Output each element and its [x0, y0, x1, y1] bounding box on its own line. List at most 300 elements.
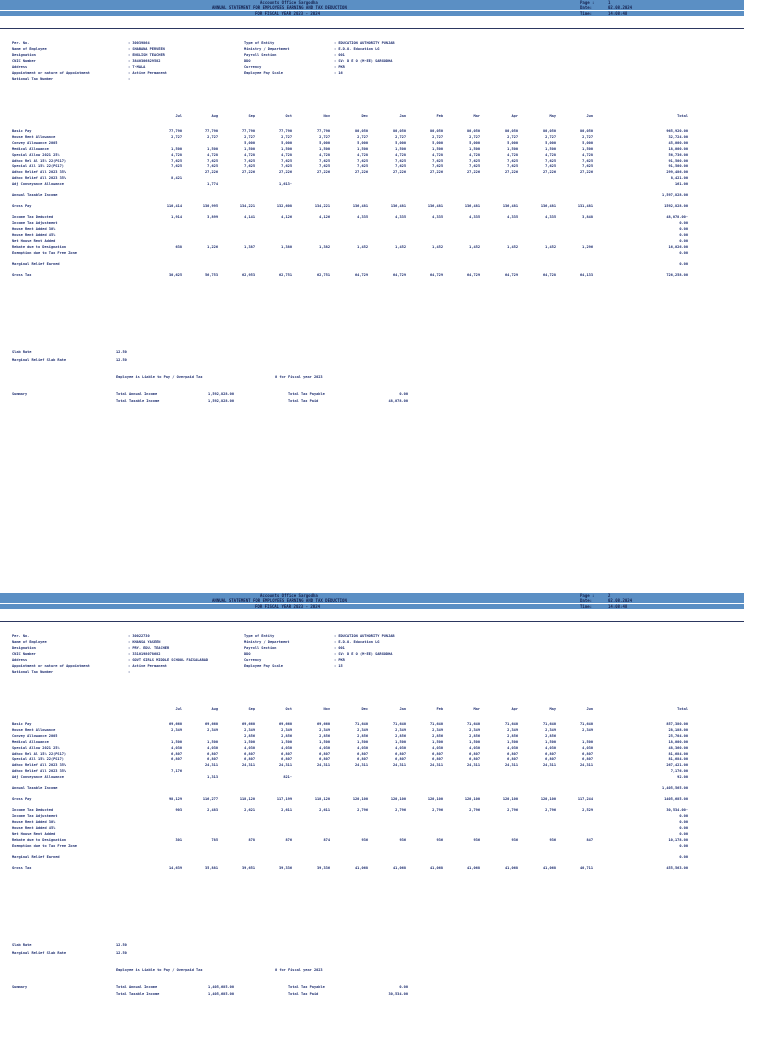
cell-value: 35,881: [205, 866, 218, 870]
cell-value: 1,500: [582, 146, 593, 151]
cell-value: 69,660: [279, 722, 292, 726]
cell-value: 2,856: [357, 733, 368, 738]
cell-value: 4,335: [432, 215, 443, 220]
date-value: 02.08.2024: [608, 598, 633, 603]
cell-value: 2,483: [207, 808, 218, 813]
cell-value: 56,753: [205, 273, 218, 277]
cell-value: 4,728: [171, 152, 182, 157]
info-label: CNIC Number: [12, 652, 36, 656]
header-band: [0, 598, 744, 603]
cell-value: 2,349: [432, 727, 443, 732]
cell-value: 6,807: [207, 751, 218, 756]
info-value: : ENGLISH TEACHER: [128, 53, 165, 57]
cell-value: 24,311: [279, 763, 292, 768]
row-label: Adhoc Rel Al 15% 22(PS17): [12, 158, 67, 163]
info-value: : 30022730: [128, 634, 150, 638]
row-label: Income Tax Deducted: [12, 215, 54, 220]
cell-value: 8,421: [171, 176, 182, 181]
cell-value: 2,727: [357, 134, 368, 139]
cell-value: 0.00: [679, 233, 688, 238]
cell-value: 4,728: [432, 152, 443, 157]
cell-value: 6,807: [432, 751, 443, 756]
cell-value: 7,625: [281, 158, 292, 163]
cell-value: 7,625: [395, 164, 406, 169]
cell-value: 1,296: [582, 244, 593, 249]
info-value: : SV: D E O (M-EE) SARGODHA: [334, 59, 393, 63]
cell-value: 6,807: [545, 757, 556, 762]
summary-label: Summary: [12, 392, 28, 396]
month-header: Feb: [436, 114, 443, 118]
cell-value: 4,728: [319, 152, 330, 157]
row-label: Net House Rent Added: [12, 239, 56, 243]
cell-value: 41,068: [505, 866, 518, 870]
cell-value: 2,727: [207, 134, 218, 139]
cell-value: 1,500: [319, 739, 330, 744]
cell-value: 14,639: [169, 866, 182, 870]
marginal-slab-label: Marginal Relief Slab Rate: [12, 951, 67, 955]
cell-value: 2,349: [395, 727, 406, 732]
header-band: [0, 11, 744, 16]
cell-value: 134,221: [239, 204, 255, 209]
cell-value: 6,807: [582, 757, 593, 762]
cell-value: 117,244: [577, 797, 593, 802]
info-value: : 30039864: [128, 41, 150, 45]
cell-value: 27,226: [205, 170, 218, 175]
cell-value: 2,727: [507, 134, 518, 139]
time-label: Time:: [580, 11, 593, 16]
info-label: Currency: [244, 658, 262, 662]
cell-value: 0.00: [679, 854, 688, 859]
month-header: Jan: [399, 707, 406, 711]
cell-value: 64,729: [393, 273, 406, 277]
cell-value: 4,030: [469, 745, 480, 750]
cell-value: 80,050: [467, 129, 480, 133]
statement-page: [0, 593, 768, 1045]
cell-value: 2,856: [395, 733, 406, 738]
month-header: Jul: [175, 707, 182, 711]
cell-value: 71,640: [543, 722, 556, 726]
cell-value: 62,751: [279, 273, 292, 277]
info-label: CNIC Number: [12, 59, 36, 63]
month-header: Feb: [436, 707, 443, 711]
statement-title: ANNUAL STATEMENT FOR EMPLOYEES EARNING AND TAX DEDUCTION: [212, 5, 347, 10]
month-header: May: [549, 707, 556, 711]
cell-value: 1,500: [357, 739, 368, 744]
header-rule: [0, 28, 744, 29]
info-label: Name of Employee: [12, 47, 47, 51]
cell-value: 1,500: [207, 146, 218, 151]
cell-value: 24,311: [355, 763, 368, 768]
cell-value: 4,335: [507, 215, 518, 220]
info-value: : PRY. EDU. TEACHER: [128, 646, 170, 650]
cell-value: 71,640: [355, 722, 368, 726]
cell-value: 2,727: [281, 134, 292, 139]
cell-value: 71,640: [393, 722, 406, 726]
row-label: Convey Allowance 2005: [12, 733, 58, 738]
cell-value: 41,068: [430, 866, 443, 870]
row-label: Gross Tax: [12, 273, 32, 277]
cell-value: 71,640: [505, 722, 518, 726]
cell-value: 936: [436, 837, 443, 842]
month-header: Total: [677, 707, 688, 711]
info-label: Ministry / Department: [244, 640, 290, 644]
cell-value: 7,625: [319, 158, 330, 163]
info-label: Type of Entity: [244, 634, 275, 638]
month-header: Jun: [586, 114, 593, 118]
cell-value: 2,349: [281, 727, 292, 732]
cell-value: 6,807: [507, 757, 518, 762]
row-label: Rebate due to Designation: [12, 244, 67, 249]
row-label: Marginal Relief Earned: [12, 854, 60, 859]
cell-value: 64,728: [543, 273, 556, 277]
month-header: Sep: [248, 114, 255, 118]
cell-value: 5,000: [281, 140, 292, 145]
cell-value: 903: [175, 808, 182, 813]
marginal-slab: 12.50: [116, 951, 127, 955]
cell-value: 2,349: [582, 727, 593, 732]
row-label: Basic Pay: [12, 129, 32, 133]
cell-value: 120,100: [352, 797, 368, 802]
month-header: Nov: [323, 114, 330, 118]
cell-value: 2,349: [319, 727, 330, 732]
info-label: Type of Entity: [244, 41, 275, 45]
info-value: : EDUCATION AUTHORITY PUNJAB: [334, 634, 395, 638]
cell-value: 45,000.00: [668, 140, 688, 145]
cell-value: 27,226: [505, 170, 518, 175]
cell-value: 936: [549, 837, 556, 842]
cell-value: 6,807: [432, 757, 443, 762]
cell-value: 120,100: [540, 797, 556, 802]
cell-value: 2,856: [244, 733, 255, 738]
cell-value: 1,500: [281, 739, 292, 744]
info-label: Currency: [244, 65, 262, 69]
row-label: Adhoc Relief All 2023 35%: [12, 176, 67, 181]
cell-value: 92.00: [677, 775, 688, 780]
row-label: Adj Conveyance Allowance: [12, 775, 64, 780]
cell-value: 7,625: [507, 158, 518, 163]
cell-value: 69,660: [317, 722, 330, 726]
tax-paid: 30,534.00: [388, 992, 408, 996]
cell-value: 965,920.00: [666, 129, 688, 133]
row-label: Special Allow 2021 25%: [12, 152, 60, 157]
header-rule: [0, 621, 744, 622]
cell-value: 6,807: [507, 751, 518, 756]
cell-value: 1,452: [432, 244, 443, 249]
cell-value: 2,349: [507, 727, 518, 732]
info-value: : PKR: [334, 65, 345, 69]
cell-value: 6,807: [207, 757, 218, 762]
row-label: Income Tax Adjustment: [12, 221, 58, 226]
cell-value: 80,050: [355, 129, 368, 133]
cell-value: 1,452: [357, 244, 368, 249]
header-band: [0, 604, 744, 609]
cell-value: 857,380.00: [666, 722, 688, 726]
info-value: : Active Permanent: [128, 664, 167, 668]
cell-value: 2,856: [545, 733, 556, 738]
date-value: 02.08.2024: [608, 5, 633, 10]
cell-value: 4,728: [582, 152, 593, 157]
cell-value: 936: [473, 837, 480, 842]
cell-value: 0.00: [679, 820, 688, 825]
cell-value: 726,258.00: [666, 273, 688, 277]
cell-value: 64,729: [430, 273, 443, 277]
cell-value: 1,500: [395, 739, 406, 744]
cell-value: 2,349: [469, 727, 480, 732]
cell-value: 64,729: [505, 273, 518, 277]
cell-value: 1,382: [319, 244, 330, 249]
row-label: Marginal Relief Earned: [12, 261, 60, 266]
cell-value: 1,597,828.00: [662, 193, 688, 198]
cell-value: 25,704.00: [668, 733, 688, 738]
info-label: Payroll Section: [244, 646, 277, 650]
cell-value: 4,030: [244, 745, 255, 750]
row-label: Adj Conveyance Allowance: [12, 182, 64, 187]
statement-page: [0, 0, 768, 452]
cell-value: 18,000.00: [668, 739, 688, 744]
cell-value: 2,349: [357, 727, 368, 732]
cell-value: 6,807: [469, 751, 480, 756]
page-number: 1: [608, 0, 611, 5]
cell-value: 5,000: [545, 140, 556, 145]
cell-value: 2,856: [281, 733, 292, 738]
time-label: Time:: [580, 604, 593, 609]
cell-value: 4,030: [171, 745, 182, 750]
cell-value: 1,500: [319, 146, 330, 151]
info-value: : E.D.O. Education LG: [334, 640, 380, 644]
cell-value: 6,807: [244, 751, 255, 756]
cell-value: 118,120: [314, 797, 330, 802]
cell-value: 136,481: [390, 204, 406, 209]
info-label: Payroll Section: [244, 53, 277, 57]
cell-value: 1,500: [357, 146, 368, 151]
cell-value: 4,030: [357, 745, 368, 750]
summary-label: Summary: [12, 985, 28, 989]
cell-value: 2,856: [319, 733, 330, 738]
cell-value: 878: [248, 837, 255, 842]
row-label: Basic Pay: [12, 722, 32, 726]
info-value: : EDUCATION AUTHORITY PUNJAB: [334, 41, 395, 45]
month-header: May: [549, 114, 556, 118]
cell-value: 136,481: [540, 204, 556, 209]
cell-value: 6,807: [244, 757, 255, 762]
date-label: Date:: [580, 5, 593, 10]
cell-value: 7,625: [281, 164, 292, 169]
cell-value: 0.00: [679, 826, 688, 831]
cell-value: 24,311: [543, 763, 556, 768]
cell-value: 7,625: [469, 158, 480, 163]
tax-paid-label: Total Tax Paid: [288, 992, 319, 996]
cell-value: 62,953: [242, 273, 255, 277]
cell-value: 2,727: [244, 134, 255, 139]
cell-value: 4,728: [281, 152, 292, 157]
cell-value: 4,728: [207, 152, 218, 157]
cell-value: 7,625: [582, 158, 593, 163]
cell-value: 2,796: [545, 808, 556, 813]
cell-value: 299,486.00: [666, 170, 688, 175]
date-label: Date:: [580, 598, 593, 603]
cell-value: 77,790: [169, 129, 182, 133]
info-label: National Tax Number: [12, 77, 54, 81]
cell-value: 2,856: [507, 733, 518, 738]
cell-value: 110,414: [166, 204, 182, 209]
month-header: Aug: [211, 114, 218, 118]
cell-value: 821-: [283, 775, 292, 780]
cell-value: 132,608: [276, 204, 292, 209]
cell-value: 1,452: [545, 244, 556, 249]
cell-value: 2,621: [244, 808, 255, 813]
info-value: : 001: [334, 53, 345, 57]
cell-value: 5,000: [582, 140, 593, 145]
info-value: : T-MALA: [128, 65, 146, 69]
cell-value: 6,807: [357, 757, 368, 762]
cell-value: 5,000: [357, 140, 368, 145]
cell-value: 2,796: [395, 808, 406, 813]
cell-value: 0.00: [679, 227, 688, 232]
page-number: 2: [608, 593, 611, 598]
cell-value: 6,807: [319, 751, 330, 756]
cell-value: 936: [511, 837, 518, 842]
cell-value: 2,727: [319, 134, 330, 139]
cell-value: 7,625: [357, 164, 368, 169]
cell-value: 7,625: [207, 158, 218, 163]
cell-value: 4,126: [319, 215, 330, 220]
row-label: House Rent Allowance: [12, 134, 56, 139]
total-income-label: Total Annual Income: [116, 985, 158, 989]
total-taxable: 1,405,685.00: [208, 992, 234, 996]
total-taxable-label: Total Taxable Income: [116, 992, 160, 996]
month-header: Nov: [323, 707, 330, 711]
marginal-slab-label: Marginal Relief Slab Rate: [12, 358, 67, 362]
cell-value: 2,611: [281, 808, 292, 813]
cell-value: 28,188.00: [668, 727, 688, 732]
time-value: 14:08:48: [608, 11, 628, 16]
cell-value: 27,226: [317, 170, 330, 175]
cell-value: 5,000: [469, 140, 480, 145]
cell-value: 91,500.00: [668, 164, 688, 169]
cell-value: 5,000: [507, 140, 518, 145]
info-label: DDO: [244, 652, 251, 656]
cell-value: 77,790: [317, 129, 330, 133]
cell-value: 5,000: [319, 140, 330, 145]
cell-value: 64,133: [580, 273, 593, 277]
row-label: House Rent Added 45%: [12, 826, 56, 831]
cell-value: 117,199: [276, 797, 292, 802]
info-value: : 16: [334, 71, 343, 75]
cell-value: 1,380: [281, 244, 292, 249]
cell-value: 7,625: [319, 164, 330, 169]
cell-value: 5,000: [244, 140, 255, 145]
cell-value: 134,221: [314, 204, 330, 209]
cell-value: 1592,828.00: [664, 204, 688, 209]
cell-value: 1,500: [171, 739, 182, 744]
cell-value: 24,311: [393, 763, 406, 768]
cell-value: 1,452: [469, 244, 480, 249]
cell-value: 48,360.00: [668, 745, 688, 750]
cell-value: 27,226: [355, 170, 368, 175]
info-label: Employee Pay Scale: [244, 664, 283, 668]
info-value: : Active Permanent: [128, 71, 167, 75]
cell-value: 1405,685.00: [664, 797, 688, 802]
cell-value: 7,625: [395, 158, 406, 163]
row-label: Adhoc Relief All 2023 35%: [12, 769, 67, 774]
cell-value: 6,807: [319, 757, 330, 762]
tax-payable: 0.00: [399, 985, 408, 989]
cell-value: 7,176.00: [670, 769, 688, 774]
row-label: Gross Pay: [12, 797, 32, 802]
cell-value: 130,995: [202, 204, 218, 209]
cell-value: 69,660: [205, 722, 218, 726]
row-label: Special Allow 2021 25%: [12, 745, 60, 750]
cell-value: 80,050: [393, 129, 406, 133]
cell-value: 39,336: [279, 866, 292, 870]
cell-value: 7,625: [469, 164, 480, 169]
cell-value: 1,452: [507, 244, 518, 249]
cell-value: 267,421.00: [666, 763, 688, 768]
cell-value: 7,625: [244, 158, 255, 163]
month-header: Apr: [511, 114, 518, 118]
cell-value: 2,796: [357, 808, 368, 813]
cell-value: 1,613-: [279, 182, 292, 187]
cell-value: 7,625: [357, 158, 368, 163]
fiscal-year: FOR FISCAL YEAR 2023 - 2024: [255, 604, 321, 609]
cell-value: 69,660: [242, 722, 255, 726]
cell-value: 1,500: [469, 146, 480, 151]
cell-value: 27,226: [580, 170, 593, 175]
row-label: Income Tax Deducted: [12, 808, 54, 813]
info-value: :: [128, 670, 131, 674]
info-value: : PKR: [334, 658, 345, 662]
month-header: Mar: [473, 114, 480, 118]
month-header: Dec: [361, 707, 368, 711]
cell-value: 2,349: [207, 727, 218, 732]
cell-value: 455,563.00: [666, 866, 688, 870]
cell-value: 4,728: [545, 152, 556, 157]
row-label: Annual Taxable Income: [12, 786, 58, 791]
cell-value: 30,534.00-: [666, 808, 688, 813]
total-income: 1,592,828.00: [208, 392, 234, 396]
month-header: Jun: [586, 707, 593, 711]
cell-value: 0.00: [679, 261, 688, 266]
row-label: House Rent Added 45%: [12, 233, 56, 238]
total-income: 1,405,685.00: [208, 985, 234, 989]
cell-value: 161.00: [675, 182, 688, 187]
cell-value: 6,807: [281, 751, 292, 756]
info-value: : GOVT GIRLS MIDDLE SCHOOL FAISALABAD: [128, 658, 209, 662]
cell-value: 7,625: [582, 164, 593, 169]
cell-value: 62,751: [317, 273, 330, 277]
cell-value: 2,349: [545, 727, 556, 732]
month-header: Aug: [211, 707, 218, 711]
cell-value: 6,807: [281, 757, 292, 762]
tax-paid: 48,078.00: [388, 399, 408, 403]
cell-value: 4,335: [395, 215, 406, 220]
cell-value: 4,335: [469, 215, 480, 220]
cell-value: 77,790: [205, 129, 218, 133]
marginal-slab: 12.50: [116, 358, 127, 362]
month-header: Oct: [285, 707, 292, 711]
cell-value: 71,640: [580, 722, 593, 726]
cell-value: 4,030: [507, 745, 518, 750]
cell-value: 41,068: [393, 866, 406, 870]
cell-value: 71,640: [467, 722, 480, 726]
cell-value: 876: [285, 837, 292, 842]
total-income-label: Total Annual Income: [116, 392, 158, 396]
row-label: Net House Rent Added: [12, 832, 56, 836]
cell-value: 32,724.00: [668, 134, 688, 139]
info-value: : 001: [334, 646, 345, 650]
cell-value: 4,141: [244, 215, 255, 220]
cell-value: 80,050: [543, 129, 556, 133]
